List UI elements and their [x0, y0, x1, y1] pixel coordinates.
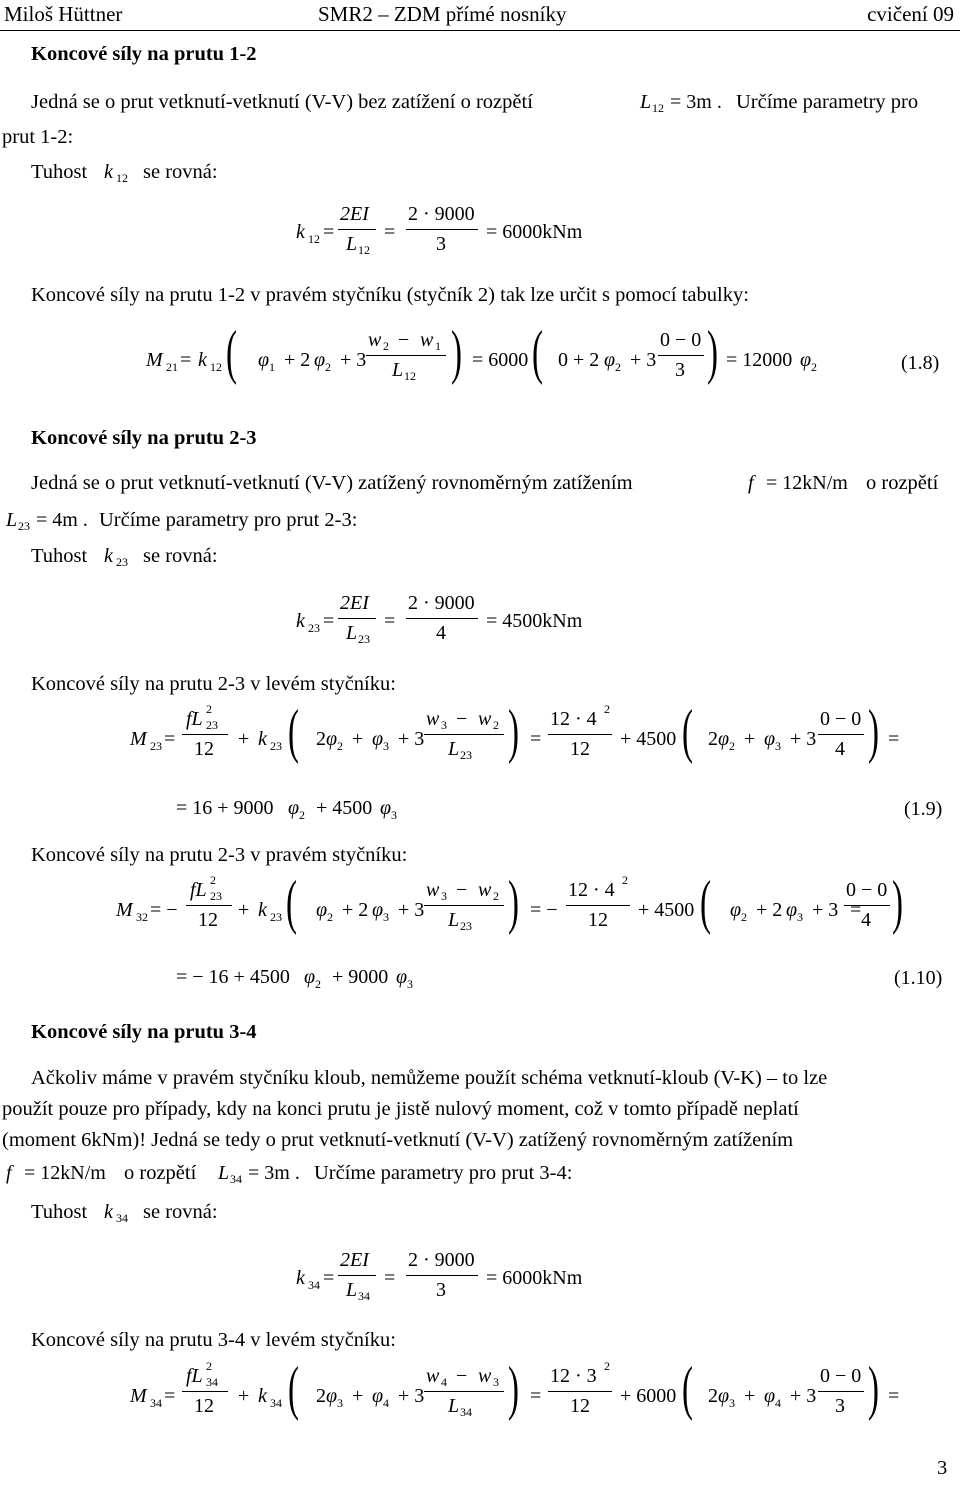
section-heading-34: Koncové síly na prutu 3-4: [31, 1021, 257, 1043]
paragraph: Určíme parametry pro prut 3-4:: [314, 1162, 573, 1184]
paragraph: Jedná se o prut vetknutí-vetknutí (V-V) zatížený rovnoměrným zatížením: [31, 472, 633, 494]
paragraph: prut 1-2:: [2, 126, 74, 148]
paragraph: se rovná:: [143, 545, 218, 567]
paragraph: se rovná:: [143, 161, 218, 183]
equation-m34: M 34 = fL 2 34 12 + k 34 ( 2 φ 3 + φ 4 + 3 w 4 − w 3 L 34 ) = 12 · 3 2 12 + 6000 ( 2 φ 3 + φ 4 + 3 0 − 0 3 ) =: [130, 1355, 900, 1421]
paragraph: Koncové síly na prutu 2-3 v levém styčníku:: [31, 673, 396, 695]
equation-number: (1.9): [904, 798, 943, 820]
stiffness-label: Tuhost: [31, 545, 88, 567]
page-number: 3: [937, 1457, 948, 1479]
paragraph: Koncové síly na prutu 2-3 v pravém styčníku:: [31, 844, 408, 866]
paragraph: o rozpětí: [866, 472, 939, 494]
header-title: SMR2 – ZDM přímé nosníky: [318, 2, 567, 26]
paragraph: (moment 6kNm)! Jedná se tedy o prut vetknutí-vetknutí (V-V) zatížený rovnoměrným zatížením: [2, 1129, 794, 1151]
paragraph: Koncové síly na prutu 1-2 v pravém styčníku (styčník 2) tak lze určit s pomocí tabulky:: [31, 284, 749, 306]
equation-k34: k 34 = 2EI L 34 = 2 · 9000 3 = 6000kNm: [296, 1249, 583, 1303]
page-header: [0, 0, 960, 31]
paragraph: o rozpětí: [124, 1162, 197, 1184]
paragraph: Jedná se o prut vetknutí-vetknutí (V-V) bez zatížení o rozpětí: [31, 91, 533, 113]
equation-number: (1.10): [894, 967, 943, 989]
paragraph: Určíme parametry pro prut 2-3:: [99, 509, 358, 531]
paragraph: se rovná:: [143, 1201, 218, 1223]
section-heading-23: Koncové síly na prutu 2-3: [31, 427, 257, 449]
equation-k23: k 23 = 2EI L 23 = 2 · 9000 4 = 4500kNm: [296, 592, 583, 646]
section-heading-12: Koncové síly na prutu 1-2: [31, 43, 257, 65]
paragraph: použít pouze pro případy, kdy na konci prutu je jistě nulový moment, což v tomto případě neplatí: [2, 1098, 799, 1120]
equation-m32: M 32 = − fL 2 23 12 + k 23 ( φ 2 + 2 φ 3 + 3 w 3 − w 2 L 23 ) = − 12 · 4 2 12 + 4500 ( φ 2 + 2 φ 3 + 3 0 − 0 4 ): [116, 869, 903, 935]
paragraph: Ačkoliv máme v pravém styčníku kloub, nemůžeme použít schéma vetknutí-kloub (V-K) – to lze: [31, 1067, 828, 1089]
equation-number: (1.8): [901, 352, 940, 374]
paragraph: Koncové síly na prutu 3-4 v levém styčníku:: [31, 1329, 396, 1351]
equation-m21: M 21 = k 12 ( φ 1 + 2 φ 2 + 3 w 2 − w 1 L 12 ) = 6000 ( 0 + 2 φ 2 + 3 0 − 0 3 ) = 12000 φ 2: [146, 319, 817, 385]
header-exercise: cvičení 09: [867, 2, 954, 26]
stiffness-label: Tuhost: [31, 161, 88, 183]
equation-k12: k 12 = 2EI L 12 = 2 · 9000 3 = 6000kNm: [296, 203, 583, 257]
paragraph: Určíme parametry pro: [736, 91, 919, 113]
header-author: Miloš Hüttner: [4, 2, 123, 26]
equation-m23: M 23 = fL 2 23 12 + k 23 ( 2 φ 2 + φ 3 + 3 w 3 − w 2 L 23 ) = 12 · 4 2 12 + 4500 ( 2 φ 2 + φ 3 + 3 0 − 0 4 ) =: [130, 698, 900, 764]
stiffness-label: Tuhost: [31, 1201, 88, 1223]
